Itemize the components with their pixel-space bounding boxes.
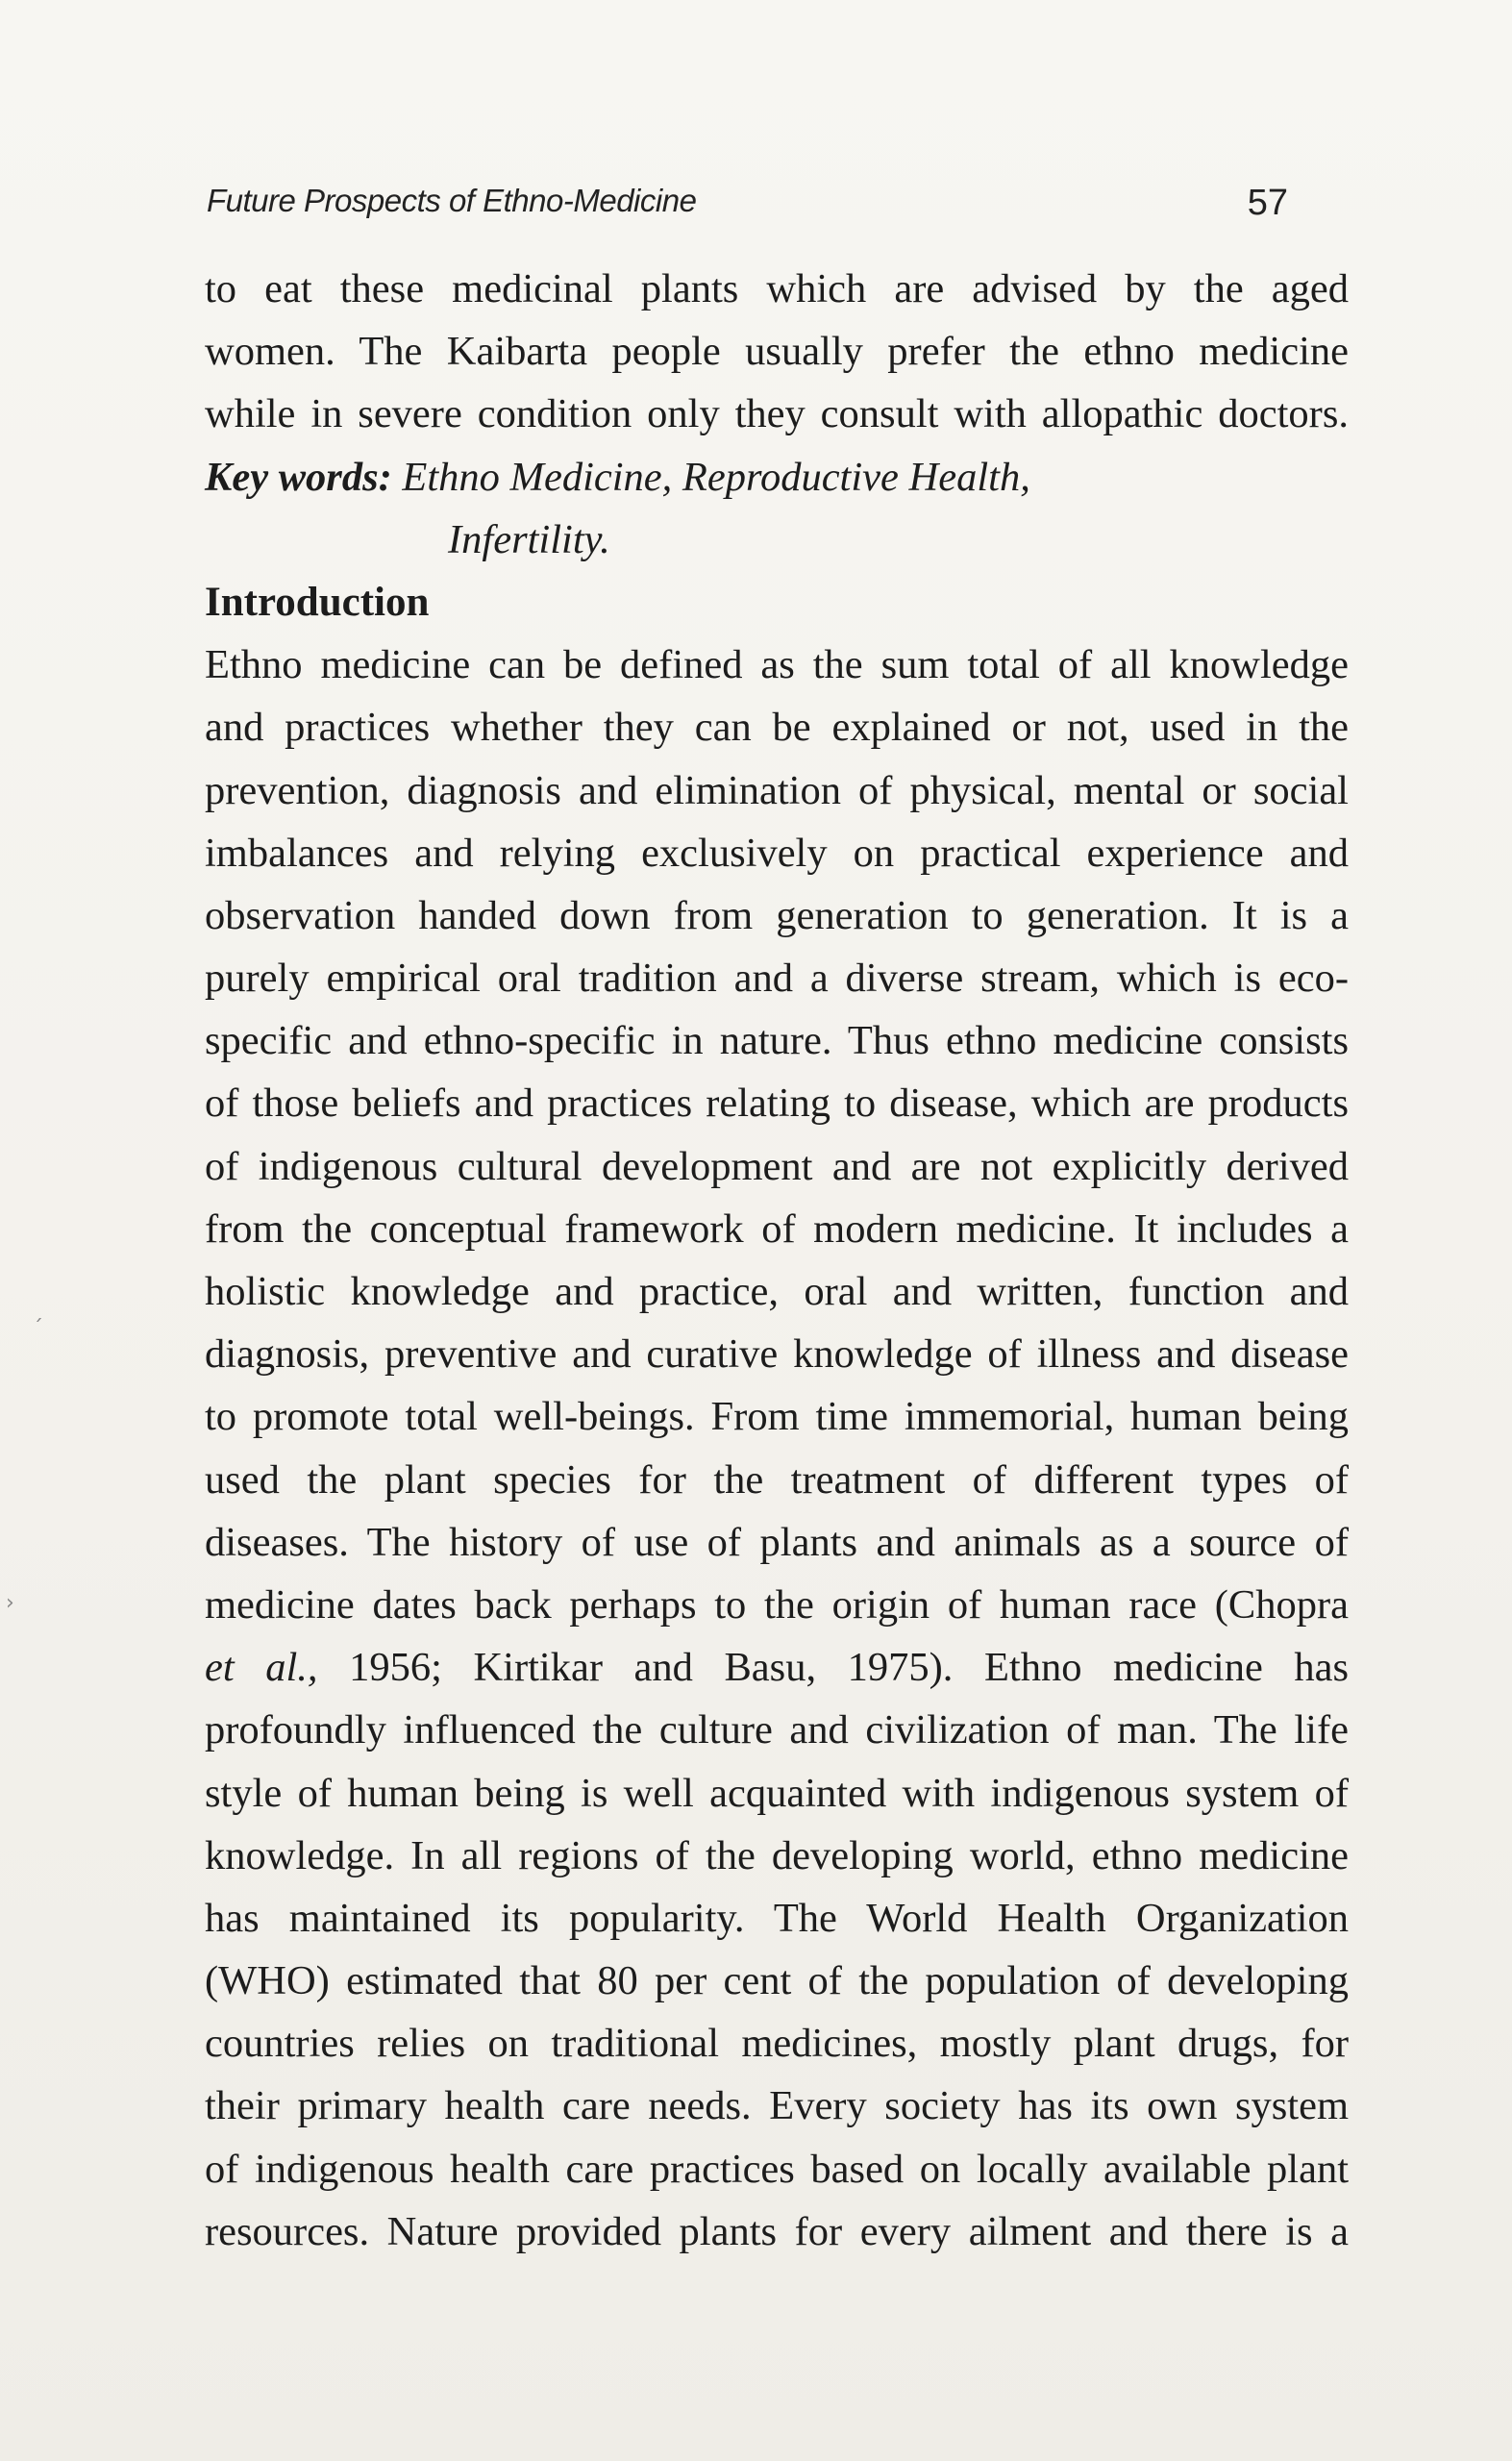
citation-line	[205, 1636, 1349, 1699]
text-line: to eat these medicinal plants which are advised by the aged	[205, 266, 1349, 311]
text-line: to promote total well-beings. From time immemorial, human being	[205, 1394, 1349, 1440]
text-line: from the conceptual framework of modern medicine. It includes a	[205, 1206, 1349, 1252]
text-line: purely empirical oral tradition and a diverse stream, which is eco-	[205, 956, 1349, 1002]
keywords-label: Key words:	[205, 454, 392, 500]
text-line: prevention, diagnosis and elimination of physical, mental or social	[205, 767, 1349, 813]
running-header-title: Future Prospects of Ethno-Medicine	[207, 183, 697, 218]
text-line: of indigenous health care practices based on locally available plant	[205, 2146, 1349, 2192]
text-line: women. The Kaibarta people usually prefer the ethno medicine	[205, 329, 1349, 375]
citation-etal: et al.,	[205, 1645, 318, 1691]
text-line: observation handed down from generation to generation. It is a	[205, 892, 1349, 938]
keywords-continuation: Infertility.	[448, 516, 610, 562]
keywords-line	[205, 446, 1349, 509]
text-line: medicine dates back perhaps to the origin of human race (Chopra	[205, 1581, 1349, 1628]
margin-bracket-mark: ›	[6, 1591, 14, 1615]
body-text	[205, 258, 1349, 2263]
section-heading: Introduction	[205, 579, 430, 625]
text-line: Ethno medicine can be defined as the sum total of all knowledge	[205, 642, 1349, 688]
text-line: their primary health care needs. Every society has its own system	[205, 2083, 1349, 2129]
text-line: knowledge. In all regions of the developing world, ethno medicine	[205, 1832, 1349, 1878]
text-line: used the plant species for the treatment of different types of	[205, 1456, 1349, 1503]
text-line: imbalances and relying exclusively on practical experience and	[205, 830, 1349, 876]
text-line: has maintained its popularity. The World Health Organization	[205, 1895, 1349, 1941]
text-line: and practices whether they can be explained or not, used in the	[205, 705, 1349, 751]
text-line: (WHO) estimated that 80 per cent of the population of developing	[205, 1958, 1349, 2004]
page-number: 57	[1247, 183, 1288, 223]
text-line: while in severe condition only they consult with allopathic doctors.	[205, 391, 1349, 437]
running-header	[207, 183, 1288, 231]
text-line: specific and ethno-specific in nature. Thus ethno medicine consists	[205, 1018, 1349, 1064]
text-line: diagnosis, preventive and curative knowledge of illness and disease	[205, 1331, 1349, 1378]
text-line: holistic knowledge and practice, oral and written, function and	[205, 1269, 1349, 1314]
text-line: profoundly influenced the culture and civilization of man. The life	[205, 1707, 1349, 1753]
margin-tick-mark: ´	[33, 1317, 43, 1341]
keywords-text: Ethno Medicine, Reproductive Health,	[402, 454, 1030, 500]
text-line: resources. Nature provided plants for every ailment and there is a	[205, 2208, 1349, 2254]
text-line: style of human being is well acquainted with indigenous system of	[205, 1770, 1349, 1816]
text-line: diseases. The history of use of plants and animals as a source of	[205, 1519, 1349, 1565]
citation-rest: 1956; Kirtikar and Basu, 1975). Ethno medicine has	[317, 1645, 1350, 1691]
text-line: of those beliefs and practices relating to disease, which are products	[205, 1081, 1349, 1127]
text-line: countries relies on traditional medicines, mostly plant drugs, for	[205, 2021, 1349, 2067]
text-line: of indigenous cultural development and are not explicitly derived	[205, 1143, 1349, 1189]
